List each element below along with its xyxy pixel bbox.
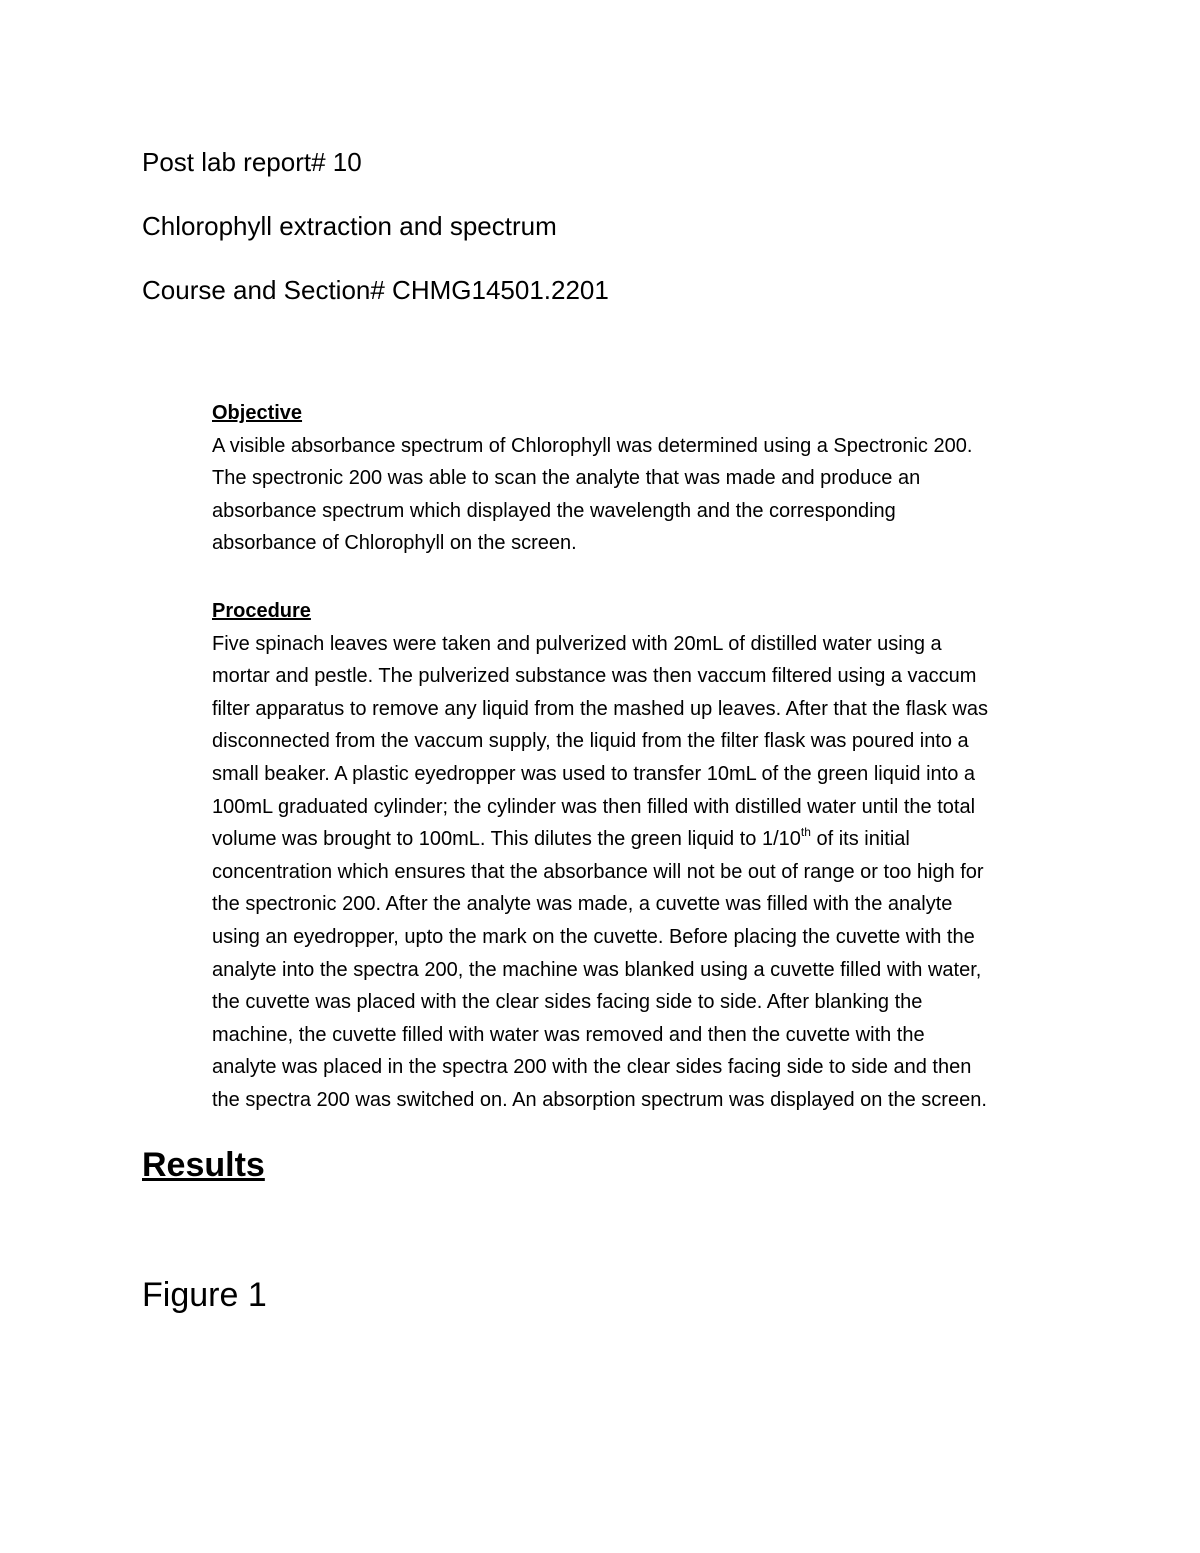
procedure-line: Five spinach leaves were taken and pulverized with 20mL of distilled water using a [212,632,942,655]
procedure-line-tail: of its initial [810,828,910,851]
procedure-line: disconnected from the vaccum supply, the liquid from the filter flask was poured into a [212,730,969,753]
procedure-line-text: volume was brought to 100mL. This dilutes the green liquid to 1/10 [212,828,801,851]
procedure-line: analyte was placed in the spectra 200 with the clear sides facing side to side and then [212,1056,972,1079]
procedure-line: filter apparatus to remove any liquid from the mashed up leaves. After that the flask was [212,697,988,720]
objective-section [212,397,1072,560]
objective-line: absorbance of Chlorophyll on the screen. [212,532,577,555]
objective-body [212,430,1072,560]
procedure-line: the spectronic 200. After the analyte was made, a cuvette was filled with the analyte [212,893,953,916]
report-title-line: Chlorophyll extraction and spectrum [142,211,557,241]
objective-heading: Objective [212,402,303,424]
procedure-line: concentration which ensures that the absorbance will not be out of range or too high for [212,860,984,883]
superscript-th: th [800,825,811,840]
procedure-line: the cuvette was placed with the clear sides facing side to side. After blanking the [212,991,923,1014]
procedure-section [212,595,1072,1117]
procedure-line: mortar and pestle. The pulverized substance was then vaccum filtered using a vaccum [212,665,977,688]
procedure-line: using an eyedropper, upto the mark on the cuvette. Before placing the cuvette with the [212,925,975,948]
figure-label: Figure 1 [142,1276,267,1314]
objective-line: The spectronic 200 was able to scan the analyte that was made and produce an [212,467,921,490]
procedure-line: small beaker. A plastic eyedropper was used to transfer 10mL of the green liquid into a [212,762,976,785]
course-section-line: Course and Section# CHMG14501.2201 [142,275,609,305]
procedure-line: 100mL graduated cylinder; the cylinder was then filled with distilled water until the total [212,795,976,818]
procedure-line: the spectra 200 was switched on. An absorption spectrum was displayed on the screen. [212,1088,987,1111]
results-heading: Results [142,1146,265,1184]
procedure-line: machine, the cuvette filled with water was removed and then the cuvette with the [212,1023,925,1046]
objective-line: A visible absorbance spectrum of Chlorophyll was determined using a Spectronic 200. [212,434,973,457]
procedure-line [212,823,1072,856]
report-number-line: Post lab report# 10 [142,147,362,177]
procedure-body [212,628,1072,1117]
procedure-line: analyte into the spectra 200, the machine was blanked using a cuvette filled with water, [212,958,982,981]
objective-line: absorbance spectrum which displayed the wavelength and the corresponding [212,499,896,522]
procedure-heading: Procedure [212,600,311,622]
